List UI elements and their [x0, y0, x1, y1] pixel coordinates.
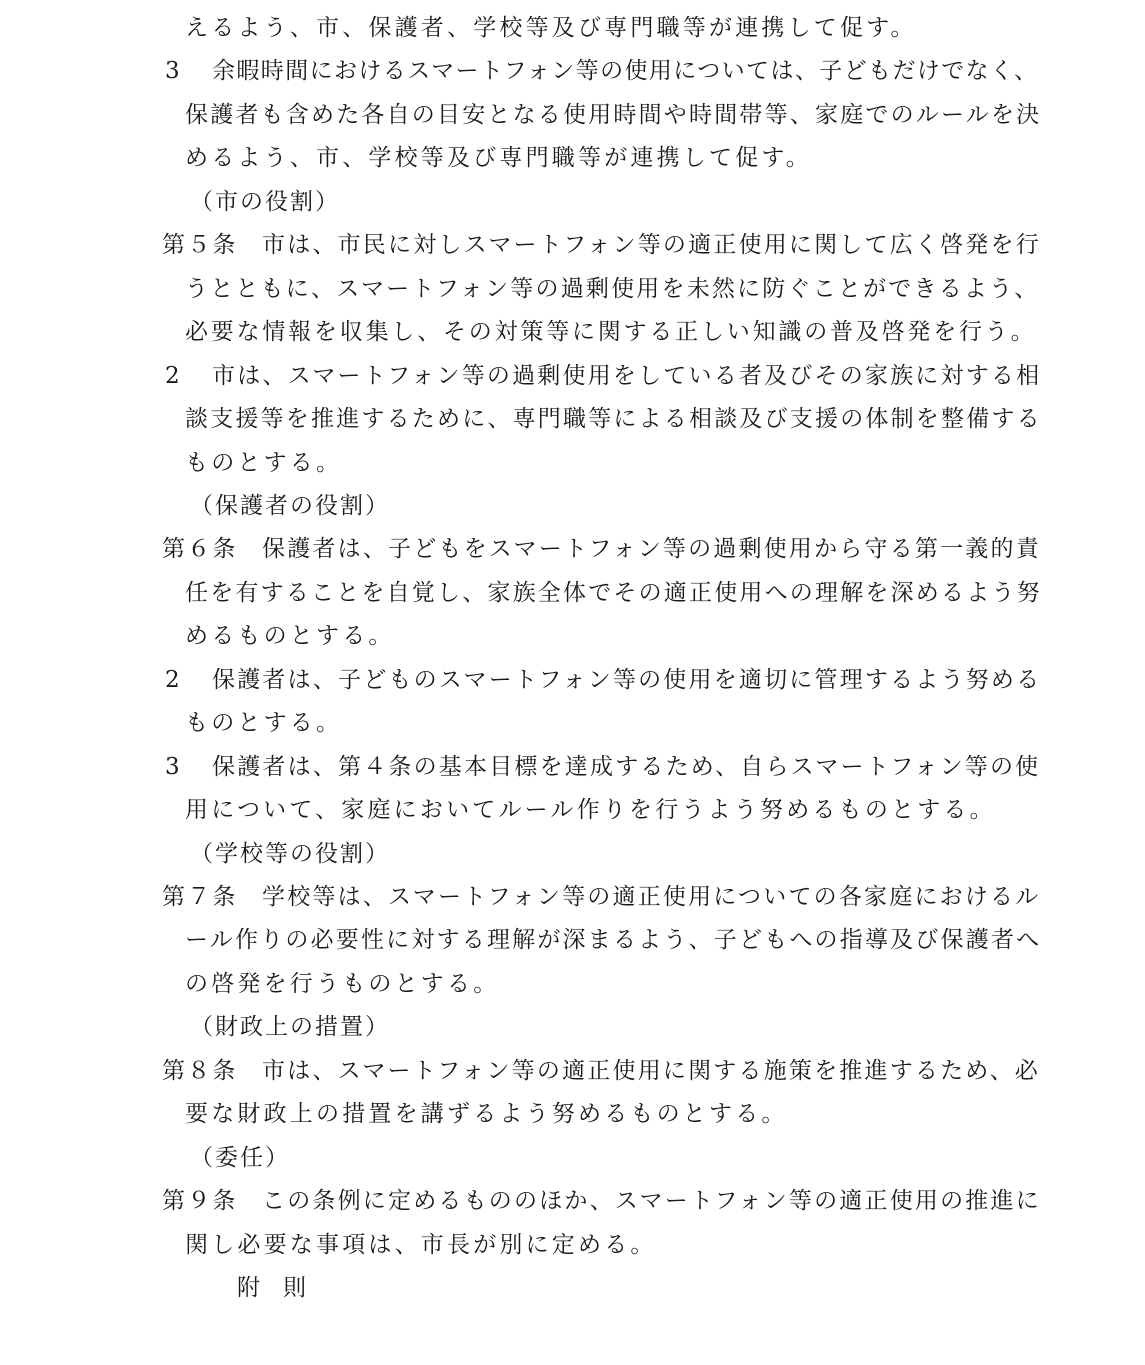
paragraph-number: 3: [165, 753, 182, 780]
text-line-cont: [0, 1092, 1145, 1136]
text-line-art: [0, 875, 1145, 919]
text-line-para: [0, 658, 1145, 702]
text-line-cont: [0, 614, 1145, 658]
article-caption: （財政上の措置）: [190, 1014, 390, 1041]
article-text: この条例に定めるもののほか、スマートフォン等の適正使用の推進に: [262, 1188, 1041, 1215]
paragraph-text: 保護者は、子どものスマートフォン等の使用を適切に管理するよう努める: [212, 666, 1042, 693]
text-line-cap: [0, 484, 1145, 528]
article-caption: （学校等の役割）: [190, 840, 390, 867]
paragraph-text: 保護者は、第４条の基本目標を達成するため、自らスマートフォン等の使: [212, 753, 1041, 780]
text-line-cont: [0, 6, 1145, 50]
continuation-text: めるよう、市、学校等及び専門職等が連携して促す。: [185, 145, 812, 172]
text-line-cont: [0, 962, 1145, 1006]
text-line-cont: [0, 571, 1145, 615]
paragraph-number: 2: [165, 362, 182, 389]
article-caption: （市の役割）: [190, 188, 340, 215]
continuation-text: えるよう、市、保護者、学校等及び専門職等が連携して促す。: [185, 15, 917, 41]
text-line-suppl: [0, 1266, 1145, 1310]
article-text: 保護者は、子どもをスマートフォン等の過剰使用から守る第一義的責: [262, 536, 1041, 563]
paragraph-number: 2: [165, 666, 182, 693]
text-line-cont: [0, 918, 1145, 962]
text-line-cont: [0, 788, 1145, 832]
paragraph-text: 市は、スマートフォン等の過剰使用をしている者及びその家族に対する相: [212, 362, 1042, 389]
continuation-text: めるものとする。: [185, 623, 395, 650]
text-line-cap: [0, 1005, 1145, 1049]
continuation-text: ール作りの必要性に対する理解が深まるよう、子どもへの指導及び保護者へ: [185, 927, 1042, 954]
text-line-cap: [0, 180, 1145, 224]
text-line-art: [0, 1179, 1145, 1223]
continuation-text: の啓発を行うものとする。: [185, 970, 500, 997]
text-line-cont: [0, 136, 1145, 180]
continuation-text: ものとする。: [185, 710, 343, 737]
text-line-para: [0, 49, 1145, 93]
article-caption: （委任）: [190, 1144, 290, 1171]
text-line-cont: [0, 441, 1145, 485]
text-line-cap: [0, 832, 1145, 876]
text-line-art: [0, 1049, 1145, 1093]
continuation-text: 任を有することを自覚し、家族全体でその適正使用への理解を深めるよう努: [185, 579, 1042, 606]
text-line-cap: [0, 1136, 1145, 1180]
article-number: 第６条: [162, 536, 238, 563]
text-line-cont: [0, 310, 1145, 354]
article-number: 第７条: [162, 884, 238, 910]
article-text: 市は、スマートフォン等の適正使用に関する施策を推進するため、必: [262, 1057, 1040, 1084]
article-text: 市は、市民に対しスマートフォン等の適正使用に関して広く啓発を行: [262, 232, 1041, 259]
continuation-text: 用について、家庭においてルール作りを行うよう努めるものとする。: [185, 797, 996, 824]
text-line-art: [0, 527, 1145, 571]
text-line-cont: [0, 1223, 1145, 1267]
article-number: 第９条: [162, 1188, 238, 1215]
continuation-text: 要な財政上の措置を講ずるよう努めるものとする。: [185, 1101, 788, 1128]
article-text: 学校等は、スマートフォン等の適正使用についての各家庭におけるル: [262, 884, 1041, 910]
text-line-cont: [0, 93, 1145, 137]
text-line-cont: [0, 701, 1145, 745]
text-line-para: [0, 354, 1145, 398]
text-line-cont: [0, 267, 1145, 311]
continuation-text: ものとする。: [185, 449, 343, 476]
text-line-cont: [0, 397, 1145, 441]
continuation-text: 保護者も含めた各自の目安となる使用時間や時間帯等、家庭でのルールを決: [185, 101, 1042, 128]
paragraph-number: 3: [165, 58, 182, 85]
continuation-text: 談支援等を推進するために、専門職等による相談及び支援の体制を整備する: [185, 406, 1042, 433]
article-number: 第５条: [162, 232, 238, 259]
continuation-text: うとともに、スマートフォン等の過剰使用を未然に防ぐことができるよう、: [185, 275, 1040, 302]
text-line-art: [0, 223, 1145, 267]
continuation-text: 必要な情報を収集し、その対策等に関する正しい知識の普及啓発を行う。: [185, 319, 1037, 346]
continuation-text: 関し必要な事項は、市長が別に定める。: [185, 1231, 657, 1258]
article-number: 第８条: [162, 1057, 238, 1084]
text-line-para: [0, 745, 1145, 789]
article-caption: （保護者の役割）: [190, 492, 390, 519]
supplementary-provisions-heading: 附 則: [237, 1275, 306, 1302]
paragraph-text: 余暇時間におけるスマートフォン等の使用については、子どもだけでなく、: [212, 58, 1039, 85]
